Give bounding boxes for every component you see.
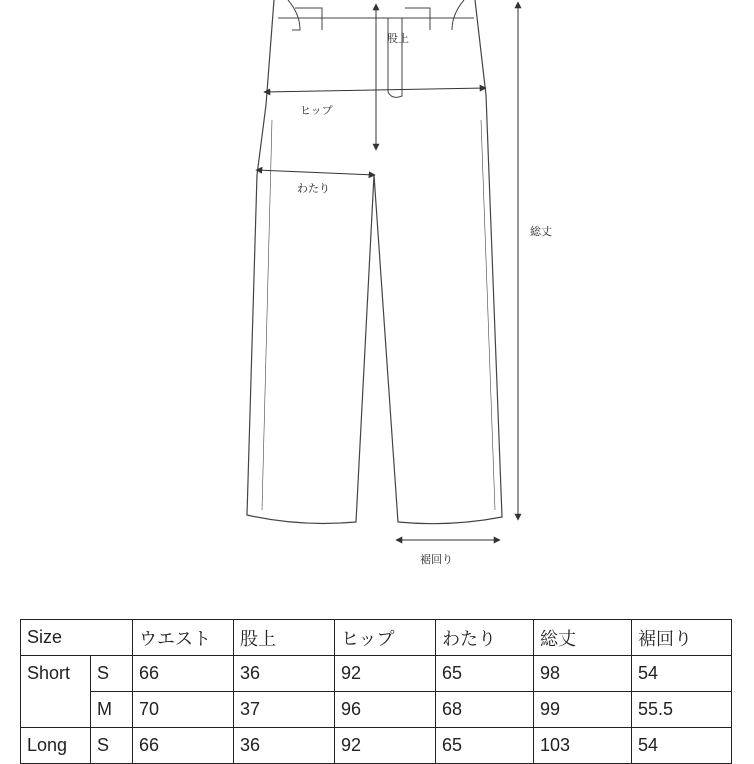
cell-rise: 36 [234, 728, 335, 764]
cell-thigh: 68 [436, 692, 534, 728]
header-cell-length: 総丈 [534, 620, 632, 656]
cell-thigh: 65 [436, 728, 534, 764]
row-size: S [91, 728, 133, 764]
cell-hem: 54 [632, 728, 732, 764]
table-row [21, 656, 732, 692]
cell-waist: 66 [133, 656, 234, 692]
table-row [21, 692, 732, 728]
cell-rise: 37 [234, 692, 335, 728]
measurement-lines [256, 2, 518, 540]
pants-outline [247, 0, 502, 524]
row-size: M [91, 692, 133, 728]
hip-label: ヒップ [300, 104, 333, 117]
thigh-label: わたり [297, 182, 330, 195]
length-label: 総丈 [530, 225, 552, 238]
row-group-label: Short [21, 656, 91, 692]
row-group-label [21, 692, 91, 728]
hem-label: 裾回り [420, 553, 453, 566]
cell-hip: 96 [335, 692, 436, 728]
cell-waist: 70 [133, 692, 234, 728]
header-cell-waist: ウエスト [133, 620, 234, 656]
header-cell-size: Size [21, 620, 133, 656]
rise-label: 股上 [387, 32, 409, 45]
cell-hip: 92 [335, 656, 436, 692]
header-cell-thigh: わたり [436, 620, 534, 656]
cell-thigh: 65 [436, 656, 534, 692]
header-cell-hip: ヒップ [335, 620, 436, 656]
table-row [21, 728, 732, 764]
row-size: S [91, 656, 133, 692]
header-cell-hem: 裾回り [632, 620, 732, 656]
cell-hem: 54 [632, 656, 732, 692]
cell-waist: 66 [133, 728, 234, 764]
row-group-label: Long [21, 728, 91, 764]
cell-length: 98 [534, 656, 632, 692]
cell-hip: 92 [335, 728, 436, 764]
hip-arrow [264, 88, 486, 92]
header-cell-rise: 股上 [234, 620, 335, 656]
thigh-arrow [256, 170, 375, 175]
cell-length: 99 [534, 692, 632, 728]
size-table [20, 619, 732, 764]
table-header-row [21, 620, 732, 656]
cell-hem: 55.5 [632, 692, 732, 728]
cell-length: 103 [534, 728, 632, 764]
cell-rise: 36 [234, 656, 335, 692]
